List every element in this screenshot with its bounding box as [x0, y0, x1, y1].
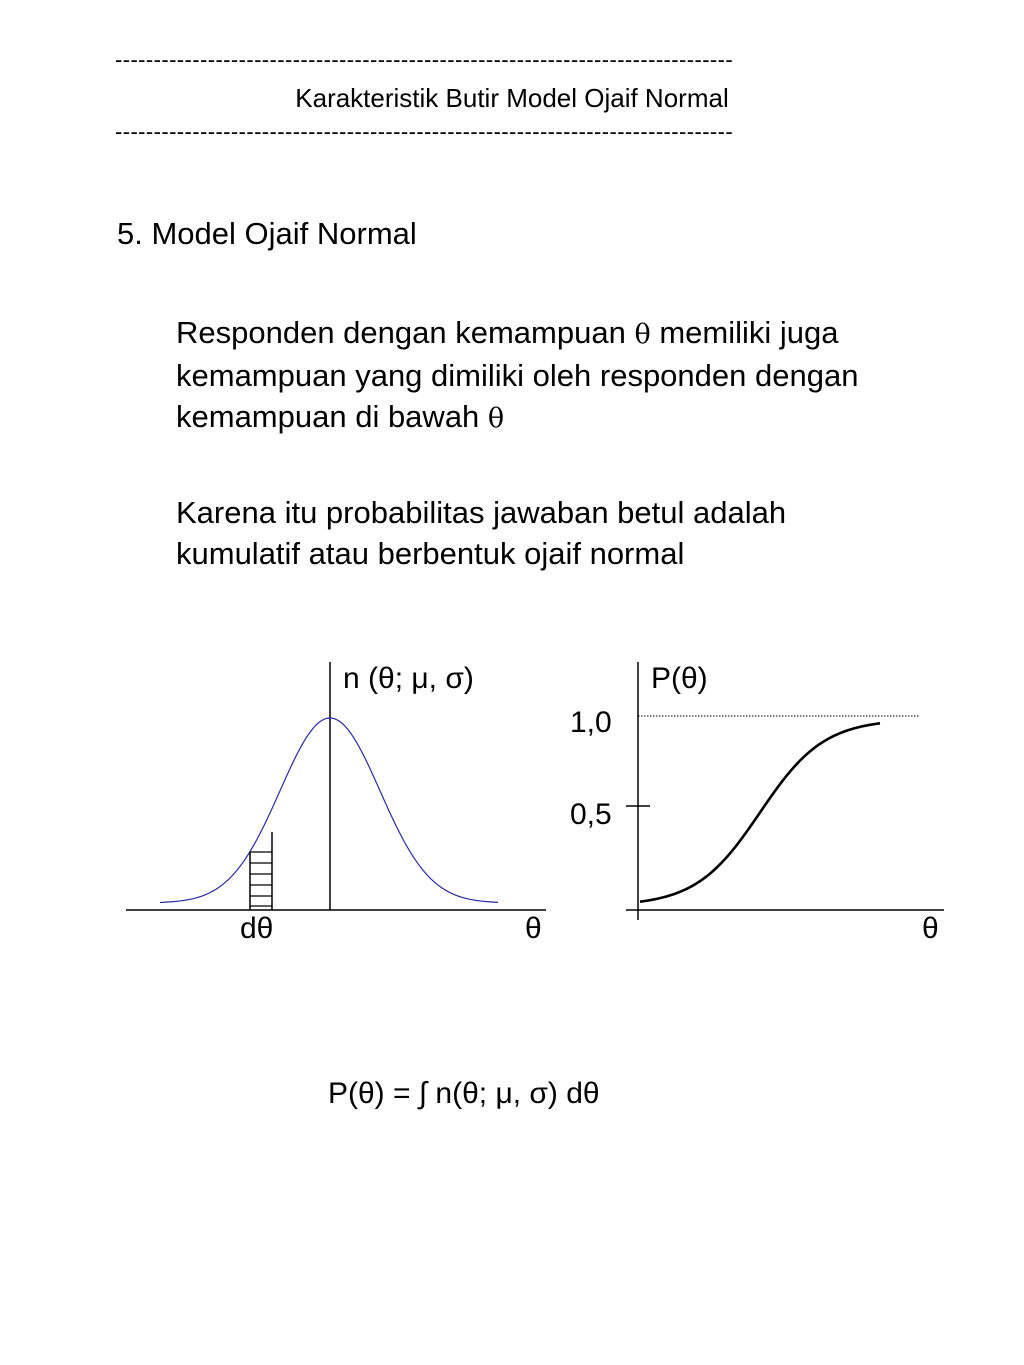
section-heading: 5. Model Ojaif Normal — [117, 216, 417, 251]
d-theta-label: dθ — [240, 912, 274, 945]
formula: P(θ) = ∫ n(θ; μ, σ) dθ — [328, 1077, 600, 1110]
text-run: memiliki juga — [650, 315, 839, 350]
right-y-label: P(θ) — [651, 662, 708, 695]
left-x-label: θ — [525, 912, 542, 945]
page-title: Karakteristik Butir Model Ojaif Normal — [295, 83, 729, 113]
header-rule-bottom: -------------------------------------------------------------------------------- — [115, 120, 734, 144]
header-rule-top: -------------------------------------------------------------------------------- — [115, 48, 734, 72]
paragraph-line: kemampuan yang dimiliki oleh responden dengan — [176, 358, 859, 393]
figure-svg — [0, 640, 1024, 970]
text-run: Responden dengan kemampuan — [176, 315, 635, 350]
paragraph-ability — [176, 312, 976, 439]
normal-density-curve — [160, 718, 498, 902]
theta-symbol: θ — [487, 403, 505, 434]
text-run: kemampuan di bawah — [176, 399, 488, 434]
left-y-label: n (θ; μ, σ) — [343, 662, 474, 695]
right-x-label: θ — [922, 912, 939, 945]
theta-symbol: θ — [634, 319, 651, 350]
paragraph-line — [176, 312, 976, 355]
figure-area — [0, 640, 1024, 970]
tick-label-top: 1,0 — [570, 706, 612, 739]
d-theta-strip — [250, 832, 272, 910]
paragraph-probability — [176, 492, 976, 574]
normal-density-figure — [126, 662, 546, 910]
paragraph-line: kumulatif atau berbentuk ojaif normal — [176, 536, 685, 571]
tick-label-mid: 0,5 — [570, 798, 612, 831]
paragraph-line: Karena itu probabilitas jawaban betul adalah — [176, 495, 787, 530]
ogive-curve — [640, 723, 880, 901]
paragraph-line — [176, 396, 976, 439]
ogive-figure — [626, 662, 944, 920]
